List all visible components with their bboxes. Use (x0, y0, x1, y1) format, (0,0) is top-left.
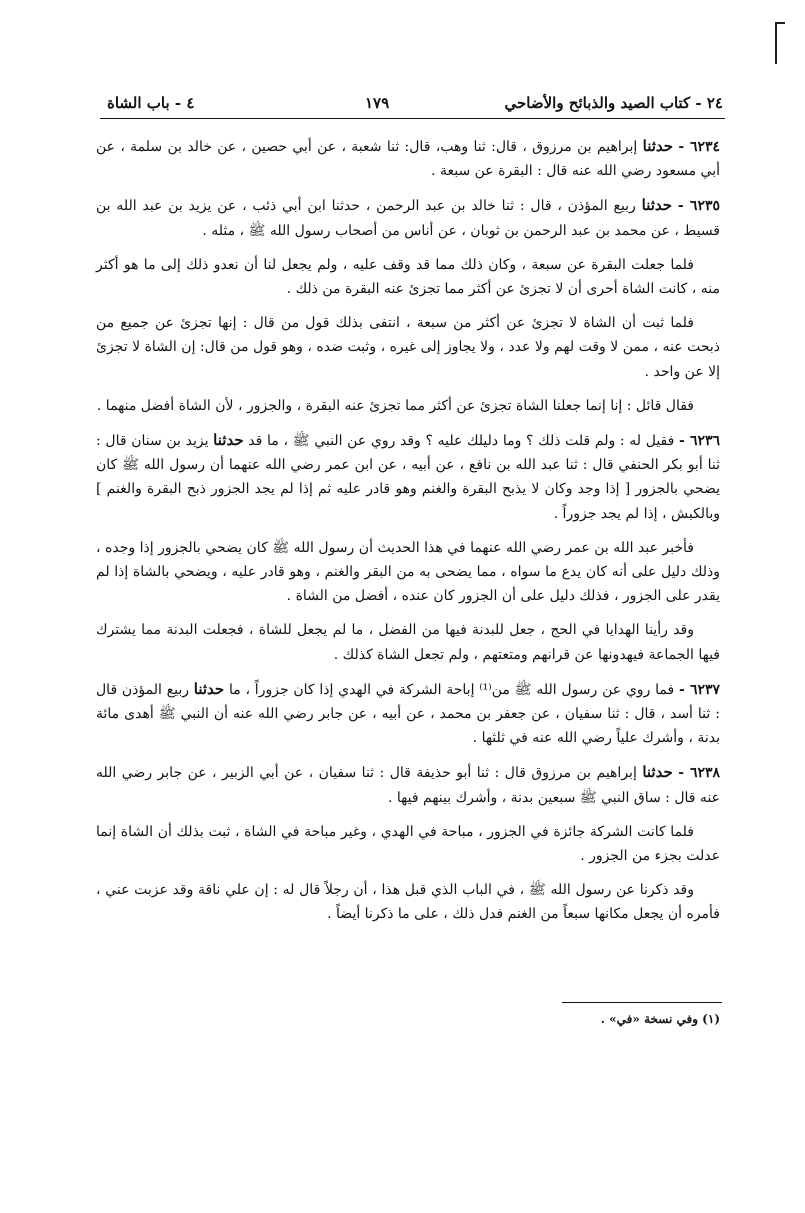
hadith-number: ٦٢٣٤ - (678, 139, 721, 155)
hadith-number: ٦٢٣٧ - (678, 681, 721, 698)
hadith-6238 (96, 760, 720, 809)
narration-keyword: حدثنا (642, 763, 673, 782)
running-header (103, 88, 725, 120)
hadith-text: إبراهيم بن مرزوق ، قال: ثنا وهب، قال: ثنا شعبة ، عن أبي حصين ، عن خالد بن سلمة ، عن أبي مسعود رضي الله عنه قال : البقرة عن سبعة . (96, 139, 720, 180)
hadith-6236 (96, 428, 720, 526)
commentary-paragraph: وقد ذكرنا عن رسول الله ﷺ ، في الباب الذي قبل هذا ، أن رجلاً قال له : إن علي ناقة وقد عزبت عني ، فأمره أن يجعل مكانها سبعاً من الغنم فدل ذلك ، على ما ذكرنا أيضاً . (96, 882, 720, 923)
commentary-paragraph: وقد رأينا الهدايا في الحج ، جعل للبدنة فيها من الفضل ، ما لم يجعل للشاة ، فجعلت البدنة مما يشترك فيها الجماعة فيهدونها عن قرانهم ومتعتهم ، ولم تجعل الشاة كذلك . (96, 622, 720, 663)
hadith-text: ربيع المؤذن قال : ثنا أسد ، قال : ثنا سفيان ، عن جعفر بن محمد ، عن أبيه ، عن جابر رضي الله عنه أن النبي ﷺ أهدى مائة بدنة ، وأشرك علياً رضي الله عنه في ثلثها . (96, 681, 720, 747)
hadith-6234 (96, 134, 720, 183)
commentary-paragraph: فلما جعلت البقرة عن سبعة ، وكان ذلك مما قد وقف عليه ، ولم يجعل لنا أن نعدو ذلك إلى ما هو أكثر منه ، كانت الشاة أحرى أن لا تجزئ عن أكثر مما تجزئ عنه البقرة من ذلك . (96, 256, 720, 298)
narration-keyword: حدثنا (213, 431, 244, 450)
hadith-number: ٦٢٣٦ - (679, 433, 721, 450)
chapter-title: ٤ - باب الشاة (107, 94, 195, 112)
commentary-paragraph: فلما كانت الشركة جائزة في الجزور ، مباحة في الهدي ، وغير مباحة في الشاة ، ثبت بذلك أن الشاة إنما عدلت بجزء من الجزور . (96, 823, 720, 865)
page-body (96, 134, 720, 937)
hadith-text: فقيل له : ولم قلت ذلك ؟ وما دليلك عليه ؟ وقد روي عن النبي ﷺ ، ما قد (248, 433, 675, 450)
narration-keyword: حدثنا (193, 679, 225, 698)
commentary-paragraph: فلما ثبت أن الشاة لا تجزئ عن أكثر من سبعة ، انتفى بذلك قول من قال : إنها تجزئ عن جميع من ذبحت عنه ، ممن لا وقت لهم ولا عدد ، ولا يجاوز إلى غيره ، وثبت ضده ، وهو قول من قال: إن الشاة لا تجزئ إلا عن واحد . (96, 315, 720, 380)
page-number: ١٧٩ (365, 94, 390, 112)
commentary-paragraph: فأخبر عبد الله بن عمر رضي الله عنهما في هذا الحديث أن رسول الله ﷺ كان يضحي بالجزور إذا وجده ، وذلك دليل على أنه كان يدع ما سواه ، مما يضحى به من البقر والغنم ، وهو قادر عليه ، ويضحي بالشاة إذا لم يقدر على الجزور ، فذلك دليل على أن الجزور كان عنده ، أفضل من الشاة . (96, 539, 720, 605)
header-rule (100, 118, 725, 119)
narration-keyword: حدثنا (642, 137, 674, 155)
hadith-number: ٦٢٣٥ - (677, 198, 720, 215)
narration-keyword: حدثنا (641, 196, 673, 215)
hadith-number: ٦٢٣٨ - (678, 765, 721, 782)
hadith-text: ربيع المؤذن ، قال : ثنا خالد بن عبد الرحمن ، حدثنا ابن أبي ذئب ، عن يزيد بن عبد الله بن قسيط ، عن محمد بن عبد الرحمن بن ثوبان ، عن أناس من أصحاب رسول الله ﷺ ، مثله . (96, 198, 720, 239)
hadith-text: فما روي عن رسول الله ﷺ من⁽¹⁾ إباحة الشركة في الهدي إذا كان جزوراً ، ما (228, 681, 675, 698)
hadith-text: يزيد بن سنان قال : ثنا أبو بكر الحنفي قال : ثنا عبد الله بن نافع ، عن أبيه ، عن ابن عمر رضي الله عنهما أن رسول الله ﷺ كان يضحي بالجزور [ إذا وجد وكان لا يذبح البقرة والغنم وهو قادر عليه ثم إذا لم يجد الجزور ذبح البقرة والغنم ] وبالكبش ، إذا لم يجد جزوراً . (96, 433, 720, 522)
page-edge-mark (775, 22, 785, 64)
footnote-rule (562, 1002, 722, 1003)
hadith-6237 (96, 677, 720, 751)
hadith-text: إبراهيم بن مرزوق قال : ثنا أبو حذيفة قال : ثنا سفيان ، عن أبي الزبير ، عن جابر رضي الله عنه قال : ساق النبي ﷺ سبعين بدنة ، وأشرك بينهم فيها . (96, 765, 720, 806)
footnote: (١) وفي نسخة «في» . (600, 1012, 720, 1026)
commentary-paragraph: فقال قائل : إنا إنما جعلنا الشاة تجزئ عن أكثر مما تجزئ عنه البقرة ، والجزور ، لأن الشاة أفضل منهما . (96, 397, 694, 414)
book-title: ٢٤ - كتاب الصيد والذبائح والأضاحي (504, 94, 723, 112)
hadith-6235 (96, 193, 720, 242)
